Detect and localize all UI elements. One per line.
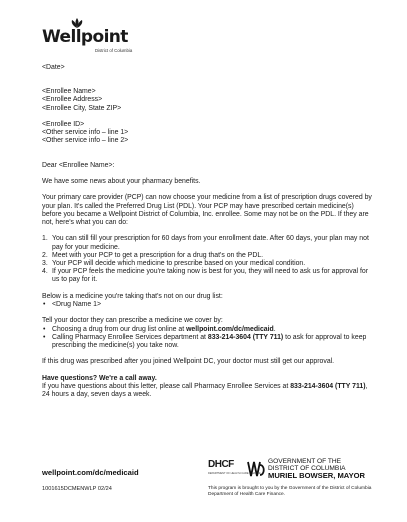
logo-wordmark: Wellpoint — [42, 27, 128, 47]
questions-heading: Have questions? We're a call away. — [42, 374, 157, 382]
footer-url-link[interactable]: wellpoint.com/dc/medicaid — [42, 468, 139, 477]
document-code: 1001615DCMENWLP 02/24 — [42, 486, 112, 492]
questions-paragraph: If you have questions about this letter, please call Pharmacy Enrollee Services at 833-214-3604 (TTY 711), 24 hours a day, seven days a week. — [42, 382, 368, 399]
cover-intro: Tell your doctor they can prescribe a medicine we cover by: — [42, 317, 223, 325]
list-item: 3. Your PCP will decide which medicine to prescribe based on your medical condition. — [42, 260, 306, 267]
cover-options-list — [42, 326, 372, 351]
enrollee-address: <Enrollee Address> — [42, 96, 103, 104]
gov-line1: GOVERNMENT OF THE — [268, 458, 342, 465]
logo-subtitle: District of Columbia — [95, 48, 133, 53]
questions-phone: 833-214-3604 (TTY 711) — [290, 382, 366, 390]
drug-list-link[interactable]: wellpoint.com/dc/medicaid — [186, 325, 274, 333]
service-info-line1: <Other service info – line 1> — [42, 129, 129, 137]
letter-body — [42, 64, 372, 399]
dhcf-subtitle: DEPARTMENT OF HEALTH CARE FINANCE — [208, 472, 261, 475]
dc-government-logo — [246, 456, 376, 482]
enrollee-name: <Enrollee Name> — [42, 88, 96, 96]
steps-list — [42, 235, 372, 284]
enrollee-id: <Enrollee ID> — [42, 121, 85, 128]
dhcf-logo — [208, 459, 261, 479]
dc-seal-icon — [246, 459, 266, 479]
dhcf-wordmark: DHCF — [208, 459, 234, 470]
mayor-name: MURIEL BOWSER, MAYOR — [268, 471, 366, 480]
list-item: 2. Meet with your PCP to get a prescription for a drug that's on the PDL. — [42, 251, 264, 259]
pdl-paragraph: Your primary care provider (PCP) can now choose your medicine from a list of prescription drugs covered by your plan. It's called the Preferred Drug List (PDL). Your PCP may have prescribed certain medicine(s) before you became a Wellpoint District of Columbia, Inc. enrollee. Some may not be on the PDL. If they are not, here's what you can do: — [42, 194, 372, 226]
drug-list — [42, 301, 372, 309]
enrollee-city: <Enrollee City, State ZIP> — [42, 104, 122, 112]
service-info-line2: <Other service info – line 2> — [42, 137, 129, 145]
list-item: 4. If your PCP feels the medicine you're taking now is best for you, they will need to ask us for approval for us to pay for it. — [42, 268, 369, 284]
drug-intro: Below is a medicine you're taking that's not on our drug list: — [42, 292, 223, 300]
letter-date: <Date> — [42, 64, 65, 71]
list-item: • Calling Pharmacy Enrollee Services department at 833-214-3604 (TTY 711) to ask for approval to keep prescribing the medicine(s) you take now. — [43, 333, 367, 349]
list-item: • Choosing a drug from our drug list online at wellpoint.com/dc/medicaid. — [43, 325, 276, 333]
wellpoint-logo — [42, 18, 152, 52]
list-item: • <Drug Name 1> — [43, 301, 102, 308]
approval-paragraph: If this drug was prescribed after you joined Wellpoint DC, your doctor must still get our approval. — [42, 358, 335, 366]
list-item: 1. You can still fill your prescription for 60 days from your enrollment date. After 60 days, your plan may not pay for your medicine. — [42, 235, 369, 251]
intro-paragraph: We have some news about your pharmacy benefits. — [42, 178, 201, 185]
salutation: Dear <Enrollee Name>: — [42, 161, 115, 169]
pharmacy-phone: 833-214-3604 (TTY 711) — [207, 333, 284, 341]
program-notice: This program is brought to you by the Government of the District of Columbia Department of Health Care Finance. — [208, 486, 372, 497]
gov-line2: DISTRICT OF COLUMBIA — [268, 465, 346, 472]
